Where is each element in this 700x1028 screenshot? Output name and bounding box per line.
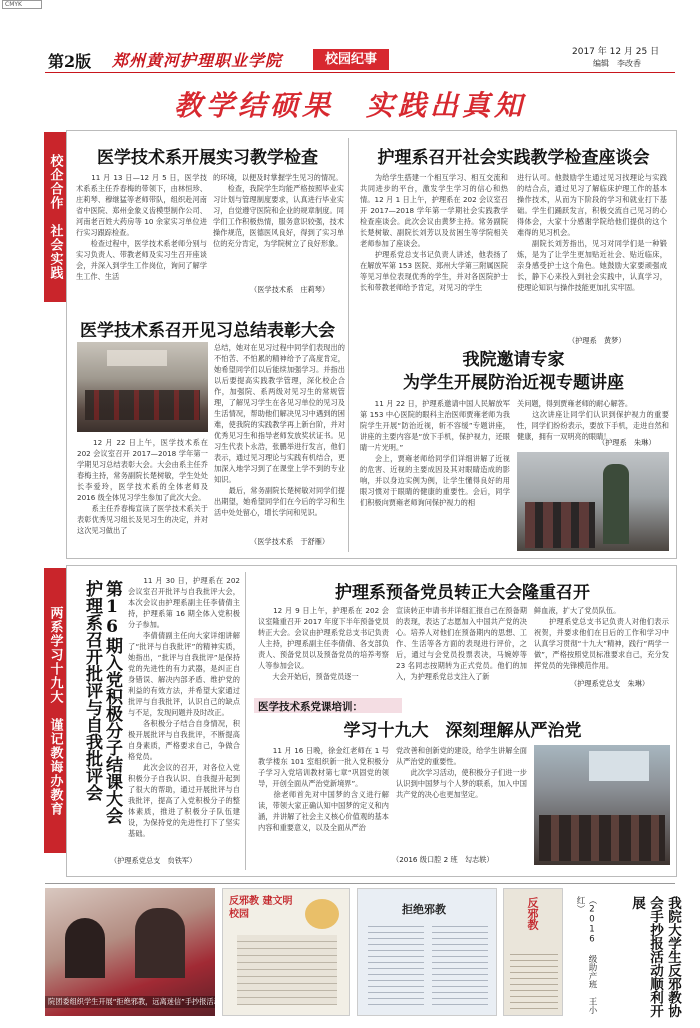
article-body: 进行认可。他鼓励学生通过见习找理论与实践的结合点，通过见习了解临床护理工作的基本操作技术，从而为下阶段的学习和就业打下基础。学生们踊跃发言，积极交流自己见习的心得体会，大家十分感谢学院给他们提供的这个难得的见习机会。 副院长刘芳指出，见习对同学们是一种锻炼，是为了让学生更加贴近社会、贴近临床，亲身感受护士这个角色。她鼓励大家要顽强成长，静下心来投入到社会实践中，认真学习，使理论知识与操作技能更加扎实牢固。 bbox=[517, 173, 667, 292]
bottom-story-credit: （2016 级助产班 王小红） bbox=[575, 896, 597, 1014]
article-byline: （2016 级口腔 2 班 勾志轶） bbox=[392, 855, 494, 864]
article-body: 关问题，得到贾雍老师的耐心解答。 这次讲座让同学们认识到保护视力的重要性，同学们纷纷表示，要放下手机，走进自然和健康，拥有一双明亮的眼睛！ bbox=[517, 399, 669, 441]
side-tab-label: 校企合作 社会实践 bbox=[47, 154, 63, 280]
column-divider bbox=[348, 138, 349, 552]
poster-image bbox=[222, 888, 350, 1016]
article-byline: （医学技术系 庄莉琴） bbox=[250, 285, 330, 294]
side-tab-school-enterprise bbox=[44, 132, 66, 302]
article-body: 11 月 22 日，护理系邀请中国人民解放军第 153 中心医院的眼科主治医师贾雍老师为我院学生开展“防治近视，斩不容缓”专题讲座，讲座的主要内容是“放下手机，保护视力，还眼睛一片光明。” 会上，贾雍老师给同学们详细讲解了近视的危害、近视的主要成因及其对眼睛造成的影响，并以身边实例为例，让学生懂得良好的用眼习惯对于眼睛的健康的重要性。会后，同学们积极向贾雍老师询问保护视力的相 bbox=[360, 399, 510, 507]
masthead-logo: 郑州黄河护理职业学院 bbox=[112, 51, 283, 70]
poster-title: 反邪教 bbox=[526, 897, 539, 930]
article-body: 为给学生搭建一个相互学习、相互交流和共同进步的平台，激发学生学习的信心和热情。12 月 1 日上午，护理系在 202 会议室召开 2017—2018 学年第一学期社会实践教学检查座谈会。此次会议由黄梦主持。常务副院长楚树敏、副院长刘芳以及贫困生等学院相关老师参加了座谈会。 护理系党总支书记负责人讲述，他表扬了在解放军第 153 医院、郑州大学第三附属医院等见习单位表现优秀的学生，并对各医院护士长和带教老师给予肯定，对见习的学生 bbox=[360, 173, 508, 292]
bottom-rule bbox=[45, 883, 675, 884]
side-tab-label: 两系学习十九大 谨记教诲办教育 bbox=[47, 605, 63, 816]
caption-text: 院团委组织学生开展“拒绝邪教，远离迷信”手抄报活动 bbox=[48, 997, 221, 1006]
article-title: 医学技术系召开见习总结表彰大会 bbox=[80, 321, 335, 341]
article-body: 宣读转正申请书并详细汇报自己在预备期的表现，表达了志愿加入中国共产党的决心。培养人对他们在预备期内的思想、工作、生活等各方面的表现进行评价，之后，通过与会党员投票表决，马婉婷等 23 名同志按期转为正式党员。他们的加入，为护理系党总支注入了新 bbox=[396, 606, 527, 681]
article-title: 学习十九大 深刻理解从严治党 bbox=[343, 721, 582, 741]
article-body: 总结，她对在见习过程中同学们表现出的不怕苦、不怕累的精神给予了高度肯定，她希望同学们以后能续加强学习。并指出以后要提高实践教学管理，深化校企合作，加强院、系两级对见习生的常规管理，了解见习学生在各见习单位的见习及生活情况，帮助他们解决见习中遇到的困难，使我院的实践教学再上新台阶，并对优秀见习生和指导老师发放奖状证书。见习生代表卜永浩，张鹏举进行发言，他们表示，通过见习理论与实践有机结合，更加深入地学习到了在课堂上学不到的专业知识。 最后，常务副院长楚树敏对同学们提出期望，她希望同学们在今后的学习和生活中处处留心，增长学问和见识。 bbox=[214, 343, 345, 517]
article-body: 11 月 13 日—12 月 5 日，医学技术系系主任乔春梅的带领下，由林恒珍、庄莉琴、穆继猛等老师带队，组织赴河南省中医院、郑州金象义齿模型制作公司、河南老百姓大药房等 10 余家实习单位进行实习跟踪检查。 检查过程中，医学技术系老师分别与实习负责人、带教老师及实习生召开座谈会，并深入到学生工作岗位，询问了解学生工作、生活 bbox=[76, 173, 207, 281]
column-divider bbox=[245, 572, 246, 870]
photo-caption bbox=[45, 996, 221, 1008]
slogan-banner: 教学结硕果 实践出真知 bbox=[173, 89, 526, 122]
article-subtitle: 护理系召开批评与自我批评会 bbox=[82, 580, 102, 801]
article-byline: （护理系 朱琳） bbox=[598, 438, 656, 447]
article-title: 我院邀请专家 bbox=[462, 350, 565, 370]
article-title: 医学技术系开展实习教学检查 bbox=[97, 148, 318, 168]
article-title: 第16期入党积极分子结课大会 bbox=[102, 580, 122, 824]
article-body: 12 月 9 日上午，护理系在 202 会议室隆重召开 2017 年度下半年预备党员转正大会。会议由护理系党总支书记负责人主持，护理系副主任李倩倩、各支部负责人、预备党员以及预备党员的培养考察人等参加会议。 大会开始后，预备党员逐一 bbox=[258, 606, 389, 681]
poster-image bbox=[503, 888, 563, 1016]
header-rule bbox=[45, 72, 675, 73]
article-body: 鲜血液，扩大了党员队伍。 护理系党总支书记负责人对他们表示祝贺，并要求他们在日后的工作和学习中认真学习贯彻“十九大”精神，践行“两学一做”，严格按照党员标准要求自己，充分发挥党员的先锋模范作用。 bbox=[534, 606, 669, 670]
article-body: 的环境，以便及时掌握学生见习的情况。 检查，我院学生均能严格按照毕业实习计划与管理制度要求，认真进行毕业实习，自觉遵守医院和企业的规章制度。同学们工作积极热情，服务意识较强，技术操作规范，医德医风良好，得到了实习单位的充分肯定，为学院树立了良好形象。 bbox=[213, 173, 344, 248]
classroom-photo bbox=[534, 745, 670, 865]
poster-image bbox=[357, 888, 497, 1016]
section-badge: 校园纪事 bbox=[313, 49, 389, 70]
article-byline: （医学技术系 于舒雁） bbox=[250, 537, 330, 546]
editor-credit: 编辑 李改香 bbox=[593, 59, 641, 68]
article-body: 党改善和创新党的建设，给学生讲解全面从严治党的重要性。 此次学习活动，使积极分子们进一步认识到中国梦与个人梦的联系，加入中国共产党的决心也更加坚定。 bbox=[396, 746, 527, 799]
side-tab-nineteenth-congress bbox=[44, 568, 66, 853]
poster-title: 反邪教 建文明校园 bbox=[229, 896, 293, 920]
article-title: 护理系召开社会实践教学检查座谈会 bbox=[377, 148, 650, 168]
article-kicker: 医学技术系党课培训： bbox=[258, 701, 363, 713]
article-byline: （护理系 黄梦） bbox=[568, 336, 626, 345]
activity-photo bbox=[45, 888, 221, 1016]
page-number: 第2版 bbox=[48, 52, 92, 71]
article-byline: （护理系党总支 贠铁军） bbox=[110, 856, 197, 865]
article-byline: （护理系党总支 朱琳） bbox=[570, 679, 650, 688]
article-title: 护理系预备党员转正大会隆重召开 bbox=[335, 583, 590, 603]
cmyk-bar: CMYK bbox=[2, 0, 42, 9]
article-body: 12 月 22 日上午，医学技术系在 202 会议室召开 2017—2018 学年第一学期见习总结表彰大会。大会由系主任乔春梅主持，常务副院长楚树敏，学生处处长李爱玲，医学技术系的全体老师及 2016 级全体见习学生参加了此次大会。 系主任乔春梅宣读了医学技术系关于表彰优秀见习组长及见习生的决定，并对这次见习做出了 bbox=[77, 438, 208, 535]
article-subtitle: 为学生开展防治近视专题讲座 bbox=[403, 373, 624, 393]
article-body: 11 月 30 日，护理系在 202 会议室召开批评与自我批评大会，本次会议由护理系副主任李倩倩主持，护理系第 16 期全体入党积极分子参加。 李倩倩副主任向大家详细讲解了“批评与自我批评”的精神实质，她指出，“批评与自我批评”是保持党的先进性的有力武器，是纠正自身错误、解决内部矛盾、维护党的利益的有效方法，并希望大家通过批评与自我批评，认识自己的缺点与不足，发现问题并及时改正。 各积极分子结合自身情况，积极开展批评与自我批评，不断提高自身素质，严格要求自己，争做合格党员。 此次会议的召开，对各位入党积极分子自我认识、自我提升起到了很大的帮助，通过开展批评与自我批评，提高了入党积极分子的整体素质，推进了积极分子队伍建设，为保持党的先进性打下了坚实基础。 bbox=[128, 576, 240, 838]
lecture-photo bbox=[517, 452, 669, 551]
article-body: 11 月 16 日晚，徐金红老师在 1 号教学楼东 101 室组织新一批入党积极分子学习入党培训教材第七章“巩固党的领导，开创全面从严治党新境界”。 徐老师首先对中国梦的含义进行解读，带领大家正确认知中国梦的定义和内涵，并讲解了社会主义核心价值观的基本内容和重要意义，以及全面从严治 bbox=[258, 746, 389, 832]
poster-title: 拒绝邪教 bbox=[402, 903, 446, 916]
bottom-story-title: 我院大学生反邪教协会手抄报活动顺利开展 bbox=[629, 896, 681, 1018]
issue-date: 2017 年 12 月 25 日 bbox=[572, 47, 660, 57]
ceremony-photo bbox=[77, 342, 208, 432]
